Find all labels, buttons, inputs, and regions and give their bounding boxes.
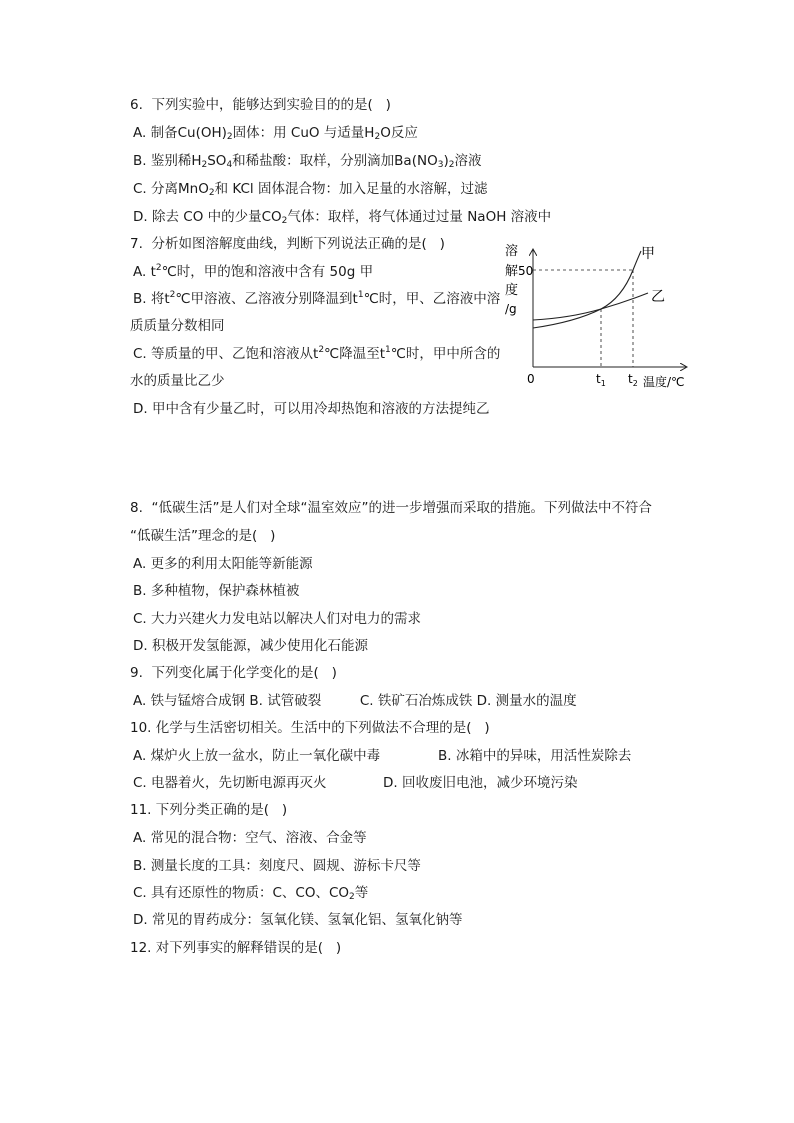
question-9-option-a: A. 铁与锰熔合成钢 [133,693,246,709]
question-8-option-d: D. 积极开发氢能源，减少使用化石能源 [133,638,368,654]
x-tick-t2: $t_2$ [628,372,638,388]
curve-yi [533,293,648,320]
question-10-row-2 [133,774,577,792]
question-7-stem: 7. 分析如图溶解度曲线，判断下列说法正确的是( ) [130,236,445,252]
question-10-row-1 [133,747,631,765]
question-8-option-a: A. 更多的利用太阳能等新能源 [133,556,313,572]
question-11-option-a: A. 常见的混合物：空气、溶液、合金等 [133,830,367,846]
question-9-option-d: D. 测量水的温度 [476,693,577,709]
question-6-stem: 6. 下列实验中，能够达到实验目的的是( ) [130,97,391,113]
question-7-option-c: C. 等质量的甲、乙饱和溶液从$t^2℃$降温至$t^1℃$时，甲中所含的 [133,345,501,362]
question-10-option-c: C. 电器着火，先切断电源再灭火 [133,775,327,791]
series-label-jia: 甲 [641,246,655,262]
question-7-option-a: A. $t^2℃$时，甲的饱和溶液中含有 50g 甲 [133,263,374,280]
y-label-char-2: 解 [505,264,519,279]
question-7-option-c-continued: 水的质量比乙少 [130,373,225,389]
y-label-char-4: /g [505,302,517,316]
origin-label: 0 [527,372,535,386]
question-10-option-a: A. 煤炉火上放一盆水，防止一氧化碳中毒 [133,748,381,764]
question-7-option-d: D. 甲中含有少量乙时，可以用冷却热饱和溶液的方法提纯乙 [133,401,490,417]
series-label-yi: 乙 [651,289,665,305]
question-7-option-b-continued: 质质量分数相同 [130,318,225,334]
question-10-option-b: B. 冰箱中的异味，用活性炭除去 [438,748,632,764]
y-tick-50: 50 [518,264,534,278]
question-6-option-d: D. 除去 CO 中的少量$CO_2$气体：取样，将气体通过过量 NaOH 溶液中 [133,209,552,226]
question-9-options [133,692,577,710]
question-10-stem: 10. 化学与生活密切相关。生活中的下列做法不合理的是( ) [130,720,490,736]
x-tick-t1: $t_1$ [596,372,606,388]
curve-jia [533,251,641,328]
question-11-option-d: D. 常见的胃药成分：氢氧化镁、氢氧化铝、氢氧化钠等 [133,912,463,928]
question-9-stem: 9. 下列变化属于化学变化的是( ) [130,665,337,681]
question-8-stem: 8. “低碳生活”是人们对全球“温室效应”的进一步增强而采取的措施。下列做法中不符合 [130,500,652,516]
question-10-option-d: D. 回收废旧电池，减少环境污染 [383,775,578,791]
question-8-option-c: C. 大力兴建火力发电站以解决人们对电力的需求 [133,611,422,627]
question-8-stem-continued: “低碳生活”理念的是( ) [130,528,276,544]
question-11-option-c: C. 具有还原性的物质：C、CO、$CO_2$等 [133,885,369,902]
question-8-option-b: B. 多种植物，保护森林植被 [133,583,300,599]
question-12-stem: 12. 对下列事实的解释错误的是( ) [130,940,342,956]
question-6-option-a: A. 制备$Cu(OH)_2$固体：用 CuO 与适量$H_2O$反应 [133,125,418,142]
x-axis-label: 温度/℃ [643,375,685,389]
y-label-char-3: 度 [505,283,519,298]
solubility-chart [500,240,700,395]
question-9-option-b: B. 试管破裂 [249,693,322,709]
question-6-option-c: C. 分离MnO$_2$和 KCl 固体混合物：加入足量的水溶解，过滤 [133,181,488,198]
y-label-char-1: 溶 [505,244,519,259]
question-9-option-c: C. 铁矿石冶炼成铁 [359,693,473,709]
question-7-option-b: B. 将$t^2℃$甲溶液、乙溶液分别降温到$t^1℃$时，甲、乙溶液中溶 [133,290,501,307]
question-6-option-b: B. 鉴别稀$H_2SO_4$和稀盐酸：取样，分别滴加$Ba(NO_3)_2$溶液 [133,153,482,170]
question-11-option-b: B. 测量长度的工具：刻度尺、圆规、游标卡尺等 [133,858,421,874]
question-11-stem: 11. 下列分类正确的是( ) [130,802,288,818]
